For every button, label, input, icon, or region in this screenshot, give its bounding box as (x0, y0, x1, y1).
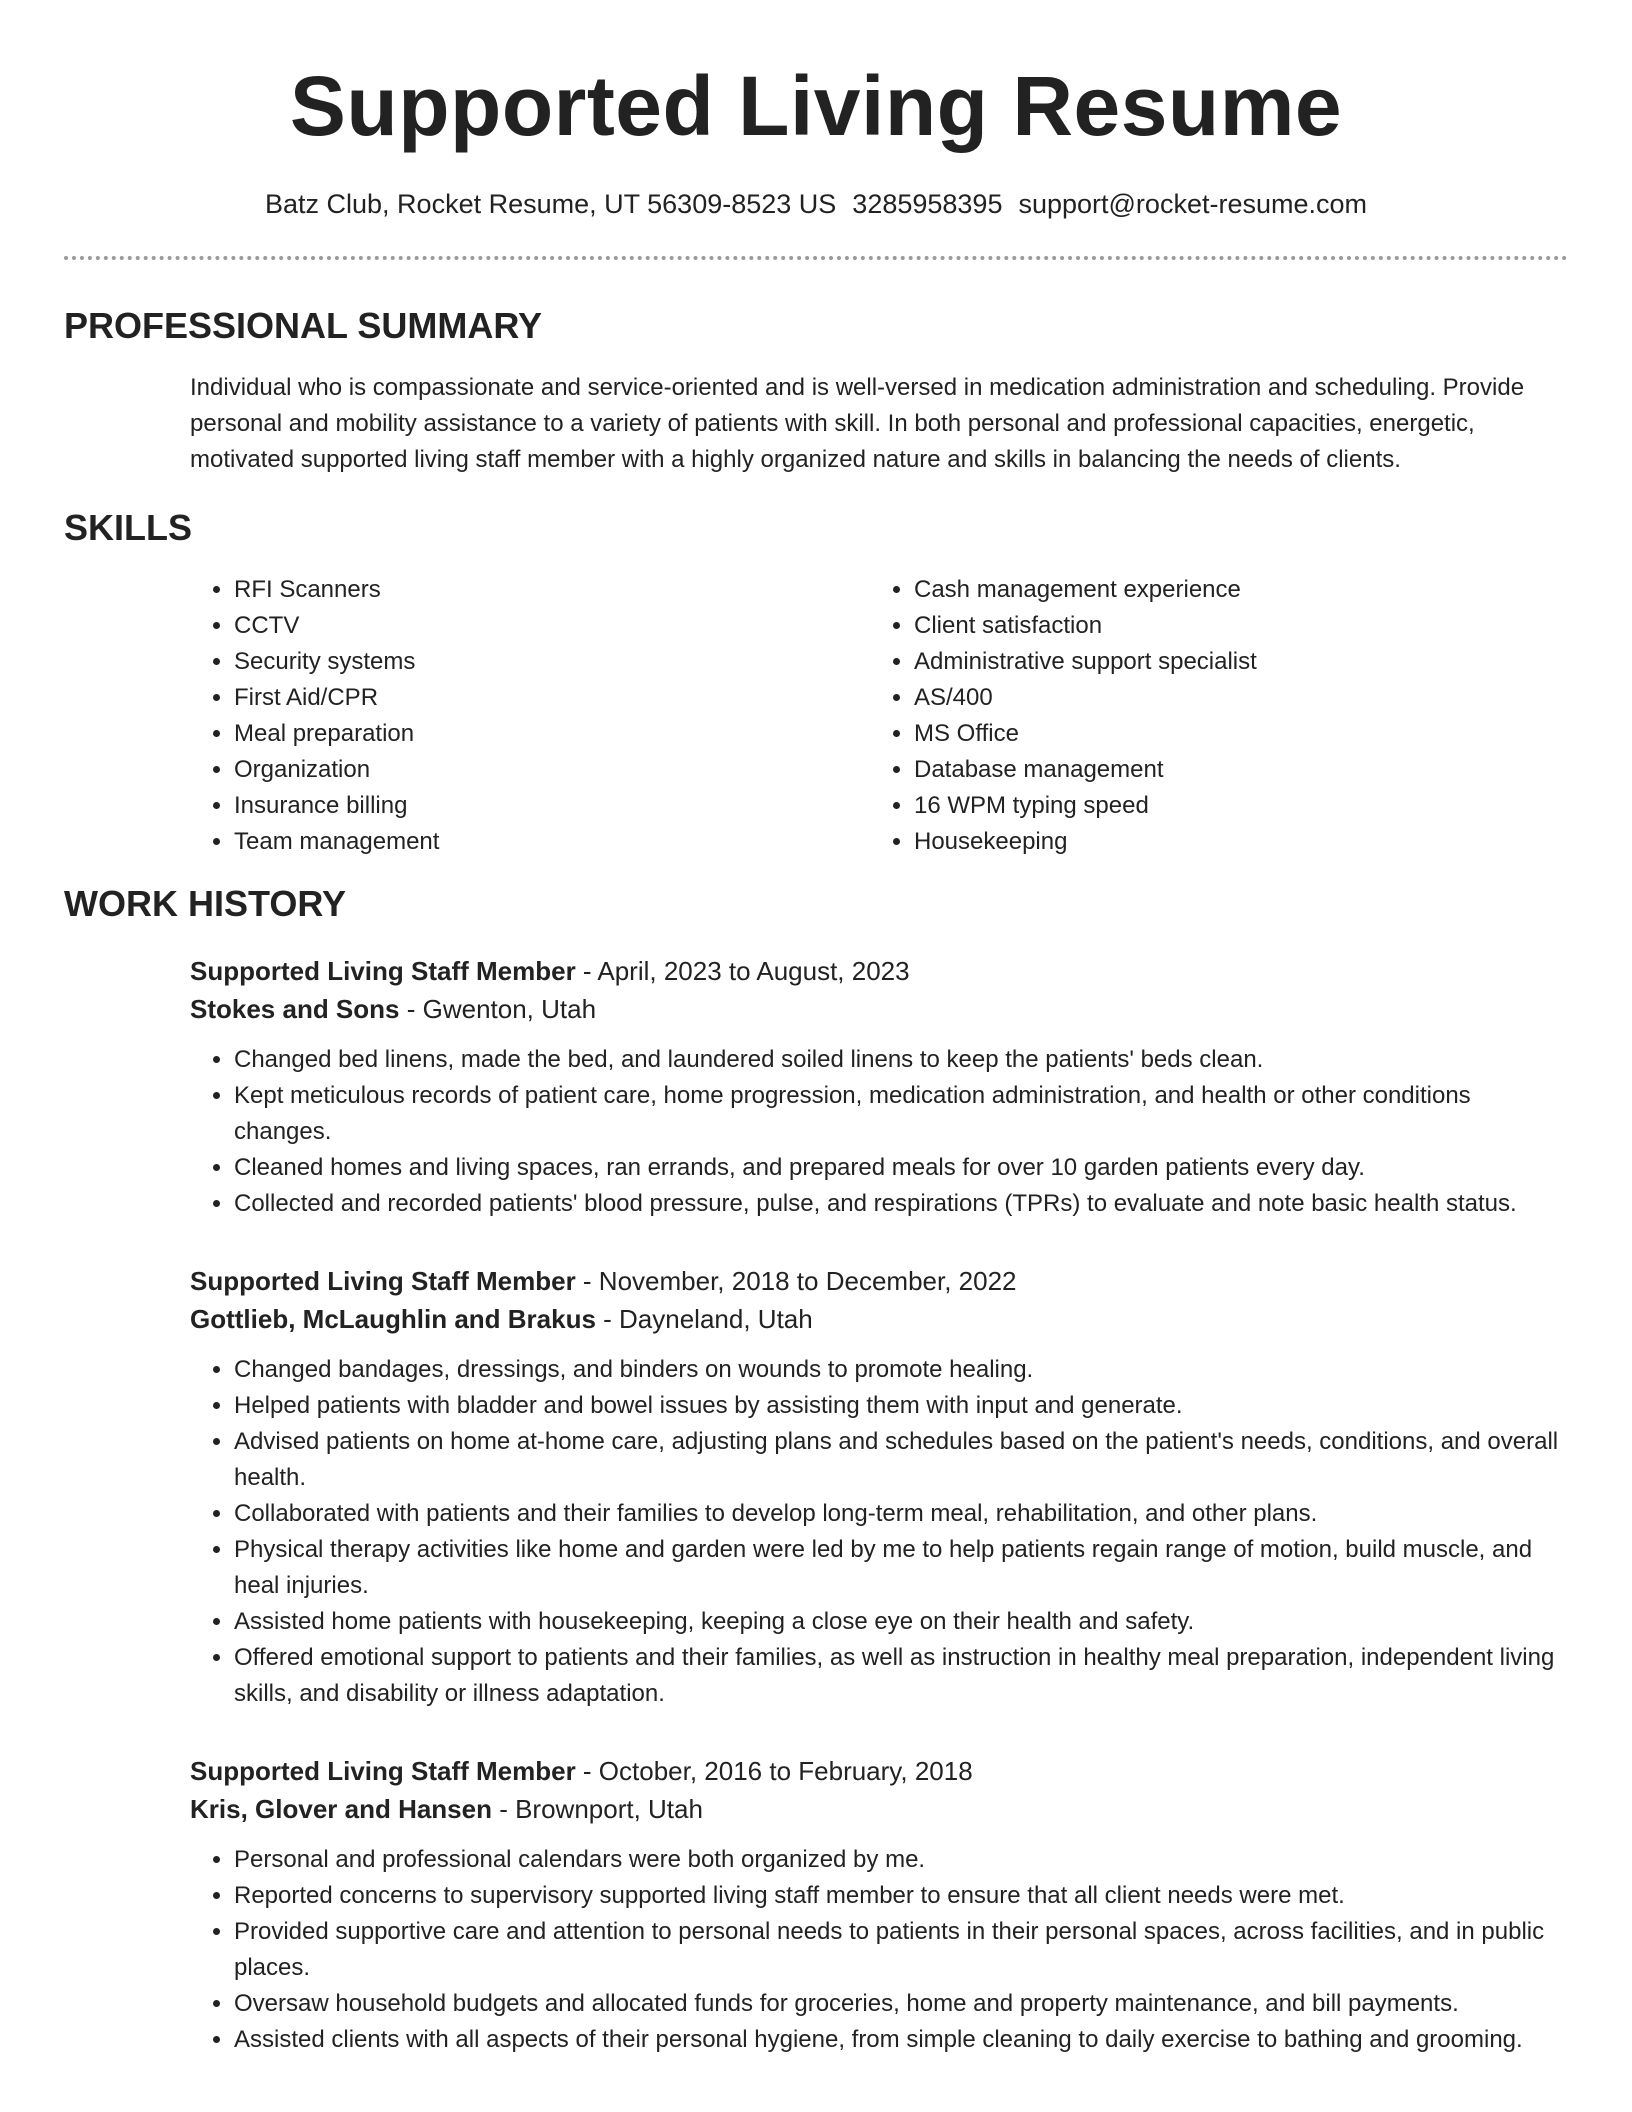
contact-address: Batz Club, Rocket Resume, UT 56309-8523 US (265, 189, 837, 219)
skills-column-left (190, 572, 870, 860)
job-bullet: • Cleaned homes and living spaces, ran errands, and prepared meals for over 10 garden patients every day. (234, 1150, 1568, 1186)
job-role: Supported Living Staff Member (190, 1756, 576, 1786)
skill-item: • Database management (914, 752, 1550, 788)
job-bullet: • Assisted clients with all aspects of their personal hygiene, from simple cleaning to daily exercise to bathing and grooming. (234, 2022, 1568, 2058)
job-bullet: • Collected and recorded patients' blood pressure, pulse, and respirations (TPRs) to evaluate and note basic health status. (234, 1186, 1568, 1222)
job-role: Supported Living Staff Member (190, 1266, 576, 1296)
skill-item: • Organization (234, 752, 870, 788)
contact-email: support@rocket-resume.com (1018, 189, 1367, 219)
job-dates: - October, 2016 to February, 2018 (575, 1756, 973, 1786)
skill-item: • Insurance billing (234, 788, 870, 824)
job-role-line (190, 952, 1568, 990)
skill-item: • Security systems (234, 644, 870, 680)
job-company-line (190, 1300, 1568, 1338)
skill-item: • Housekeeping (914, 824, 1550, 860)
skill-item: • Cash management experience (914, 572, 1550, 608)
job-bullets (190, 1042, 1568, 1222)
job-bullet: • Personal and professional calendars were both organized by me. (234, 1842, 1568, 1878)
job-bullet: • Collaborated with patients and their families to develop long-term meal, rehabilitation, and other plans. (234, 1496, 1568, 1532)
job-company: Stokes and Sons (190, 994, 400, 1024)
job-bullet: • Advised patients on home at-home care, adjusting plans and schedules based on the patient's needs, conditions, and overall health. (234, 1424, 1568, 1496)
job-role: Supported Living Staff Member (190, 956, 576, 986)
job-company: Gottlieb, McLaughlin and Brakus (190, 1304, 596, 1334)
summary-text: Individual who is compassionate and service-oriented and is well-versed in medication administration and scheduling. Provide personal and mobility assistance to a variety of patients with skill. In both personal and professional capacities, energetic, motivated supported living staff member with a highly organized nature and skills in balancing the needs of clients. (190, 374, 1525, 473)
skill-item: • Team management (234, 824, 870, 860)
job-bullets (190, 1842, 1568, 2058)
job-dates: - April, 2023 to August, 2023 (575, 956, 910, 986)
skill-item: • Administrative support specialist (914, 644, 1550, 680)
skill-item: • RFI Scanners (234, 572, 870, 608)
resume-page (64, 0, 1568, 2058)
skill-item: • 16 WPM typing speed (914, 788, 1550, 824)
skills-heading: SKILLS (64, 507, 193, 548)
job-location: - Gwenton, Utah (399, 994, 597, 1024)
job-company-line (190, 1790, 1568, 1828)
work-history-heading: WORK HISTORY (64, 883, 347, 924)
job-entry (190, 952, 1568, 1222)
contact-line (64, 186, 1568, 222)
contact-phone: 3285958395 (852, 189, 1003, 219)
job-bullet: • Helped patients with bladder and bowel issues by assisting them with input and generate. (234, 1388, 1568, 1424)
job-bullets (190, 1352, 1568, 1712)
job-bullet: • Changed bandages, dressings, and binders on wounds to promote healing. (234, 1352, 1568, 1388)
job-role-line (190, 1752, 1568, 1790)
job-entry (190, 1752, 1568, 2058)
job-bullet: • Provided supportive care and attention to personal needs to patients in their personal spaces, across facilities, and in public places. (234, 1914, 1568, 1986)
job-bullet: • Kept meticulous records of patient care, home progression, medication administration, and health or other conditions changes. (234, 1078, 1568, 1150)
skill-item: • First Aid/CPR (234, 680, 870, 716)
job-company: Kris, Glover and Hansen (190, 1794, 492, 1824)
job-bullet: • Assisted home patients with housekeeping, keeping a close eye on their health and safety. (234, 1604, 1568, 1640)
resume-title: Supported Living Resume (289, 59, 1343, 153)
job-dates: - November, 2018 to December, 2022 (575, 1266, 1017, 1296)
skill-item: • Client satisfaction (914, 608, 1550, 644)
skill-item: • MS Office (914, 716, 1550, 752)
skill-item: • AS/400 (914, 680, 1550, 716)
job-role-line (190, 1262, 1568, 1300)
job-bullet: • Changed bed linens, made the bed, and laundered soiled linens to keep the patients' beds clean. (234, 1042, 1568, 1078)
job-entry (190, 1262, 1568, 1712)
job-bullet: • Reported concerns to supervisory supported living staff member to ensure that all client needs were met. (234, 1878, 1568, 1914)
skills-column-right (870, 572, 1550, 860)
job-bullet: • Physical therapy activities like home and garden were led by me to help patients regain range of motion, build muscle, and heal injuries. (234, 1532, 1568, 1604)
skill-item: • CCTV (234, 608, 870, 644)
header-divider (64, 256, 1568, 260)
job-location: - Brownport, Utah (491, 1794, 703, 1824)
job-location: - Dayneland, Utah (595, 1304, 813, 1334)
job-bullet: • Oversaw household budgets and allocated funds for groceries, home and property maintenance, and bill payments. (234, 1986, 1568, 2022)
job-company-line (190, 990, 1568, 1028)
job-bullet: • Offered emotional support to patients and their families, as well as instruction in healthy meal preparation, independent living skills, and disability or illness adaptation. (234, 1640, 1568, 1712)
skill-item: • Meal preparation (234, 716, 870, 752)
skills-list (190, 572, 1568, 860)
summary-heading: PROFESSIONAL SUMMARY (64, 305, 543, 346)
